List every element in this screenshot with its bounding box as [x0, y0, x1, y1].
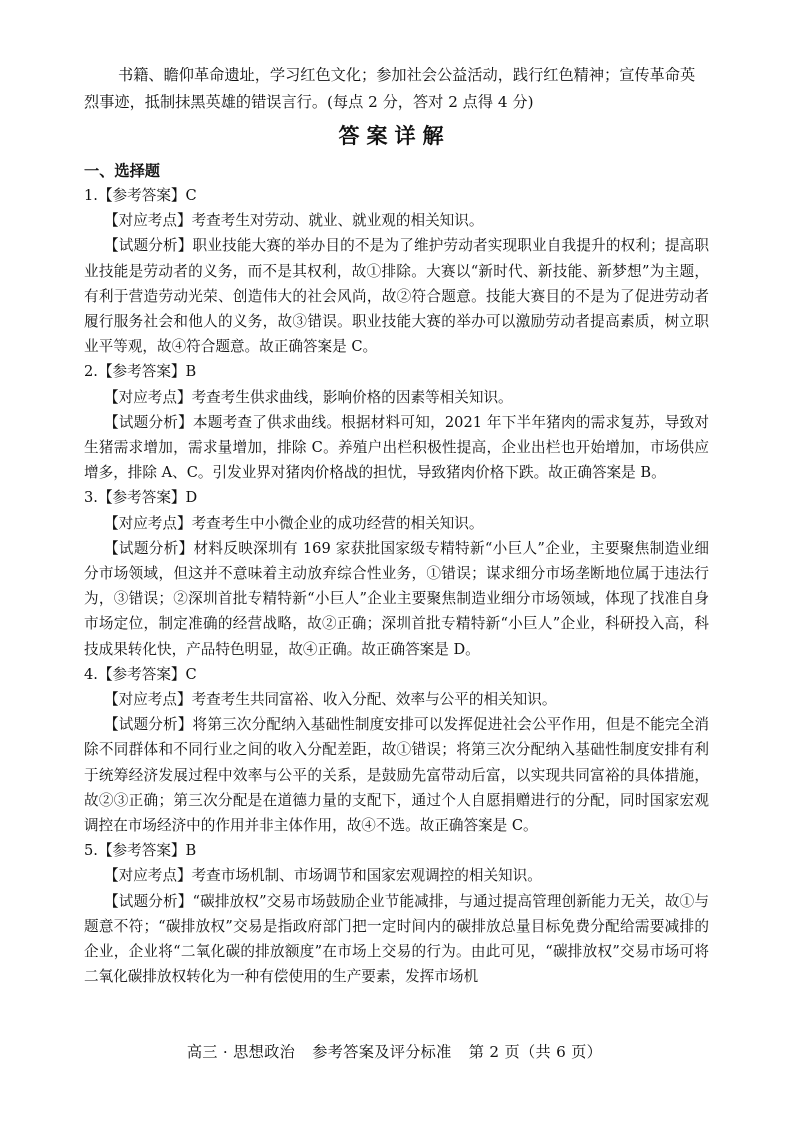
test-point: 【对应考点】考查考生供求曲线，影响价格的因素等相关知识。 — [104, 388, 513, 406]
question-2 — [84, 359, 709, 485]
reference-answer: 【参考答案】B — [97, 842, 197, 860]
question-3 — [84, 485, 709, 661]
section-title: 一、选择题 — [84, 162, 160, 180]
intro-line-2: 烈事迹，抵制抹黑英雄的错误言行。(每点 2 分，答对 2 点得 4 分) — [84, 93, 534, 111]
intro-line-1: 书籍、瞻仰革命遗址，学习红色文化；参加社会公益活动，践行红色精神；宣传革命英 — [118, 66, 696, 84]
answer-list — [84, 183, 709, 990]
footer-subject: 高三 · 思想政治 — [186, 1043, 296, 1061]
intro-paragraph — [84, 62, 718, 116]
analysis: 【试题分析】“碳排放权”交易市场鼓励企业节能减排，与通过提高管理创新能力无关，故①与题意不符；“碳排放权”交易是指政府部门把一定时间内的碳排放总量目标免费分配给需要减排的企业，企业将“二氧化碳的排放额度”在市场上交易的行为。由此可见，“碳排放权”交易市场可将二氧化碳排放权转化为一种有偿使用的生产要素，发挥市场机 — [84, 892, 709, 986]
analysis: 【试题分析】将第三次分配纳入基础性制度安排可以发挥促进社会公平作用，但是不能完全消除不同群体和不同行业之间的收入分配差距，故①错误；将第三次分配纳入基础性制度安排有利于统筹经济发展过程中效率与公平的关系，是鼓励先富带动后富，以实现共同富裕的具体措施，故②③正确；第三次分配是在道德力量的支配下，通过个人自愿捐赠进行的分配，同时国家宏观调控在市场经济中的作用并非主体作用，故④不选。故正确答案是 C。 — [84, 716, 709, 835]
analysis: 【试题分析】材料反映深圳有 169 家获批国家级专精特新“小巨人”企业，主要聚焦制造业细分市场领域，但这并不意味着主动放弃综合性业务，①错误；谋求细分市场垄断地位属于违法行为，③错误；②深圳首批专精特新“小巨人”企业主要聚焦制造业细分市场领域，体现了找准自身市场定位，制定准确的经营战略，故②正确；深圳首批专精特新“小巨人”企业，科研投入高，科技成果转化快，产品特色明显，故④正确。故正确答案是 D。 — [84, 539, 709, 658]
test-point: 【对应考点】考查考生对劳动、就业、就业观的相关知识。 — [104, 212, 484, 230]
reference-answer: 【参考答案】B — [97, 363, 197, 381]
question-number: 1. — [84, 187, 98, 204]
test-point: 【对应考点】考查市场机制、市场调节和国家宏观调控的相关知识。 — [104, 867, 542, 885]
analysis: 【试题分析】职业技能大赛的举办目的不是为了维护劳动者实现职业自我提升的权利；提高职业技能是劳动者的义务，而不是其权利，故①排除。大赛以“新时代、新技能、新梦想”为主题，有利于营造劳动光荣、创造伟大的社会风尚，故②符合题意。技能大赛目的不是为了促进劳动者履行服务社会和他人的义务，故③错误。职业技能大赛的举办可以激励劳动者提高素质，树立职业平等观，故④符合题意。故正确答案是 C。 — [84, 237, 709, 356]
page-heading: 答案详解 — [338, 124, 451, 148]
reference-answer: 【参考答案】C — [97, 187, 197, 204]
reference-answer: 【参考答案】C — [97, 665, 197, 683]
test-point: 【对应考点】考查考生中小微企业的成功经营的相关知识。 — [104, 514, 484, 532]
reference-answer: 【参考答案】D — [97, 489, 198, 507]
page-footer — [0, 1041, 789, 1062]
analysis: 【试题分析】本题考查了供求曲线。根据材料可知，2021 年下半年猪肉的需求复苏，导致对生猪需求增加，需求量增加，排除 C。养殖户出栏积极性提高，企业出栏也开始增加，市场供应增多，排除 A、C。引发业界对猪肉价格战的担忧，导致猪肉价格下跌。故正确答案是 B。 — [84, 413, 709, 482]
question-1 — [84, 183, 709, 359]
question-number: 5. — [84, 842, 98, 860]
test-point: 【对应考点】考查考生共同富裕、收入分配、效率与公平的相关知识。 — [104, 691, 557, 709]
footer-page-number: 第 2 页（共 6 页） — [468, 1043, 603, 1061]
question-number: 3. — [84, 489, 98, 507]
question-number: 4. — [84, 665, 98, 683]
footer-doc-title: 参考答案及评分标准 — [312, 1043, 452, 1061]
question-5 — [84, 838, 709, 989]
question-4 — [84, 662, 709, 838]
question-number: 2. — [84, 363, 98, 381]
